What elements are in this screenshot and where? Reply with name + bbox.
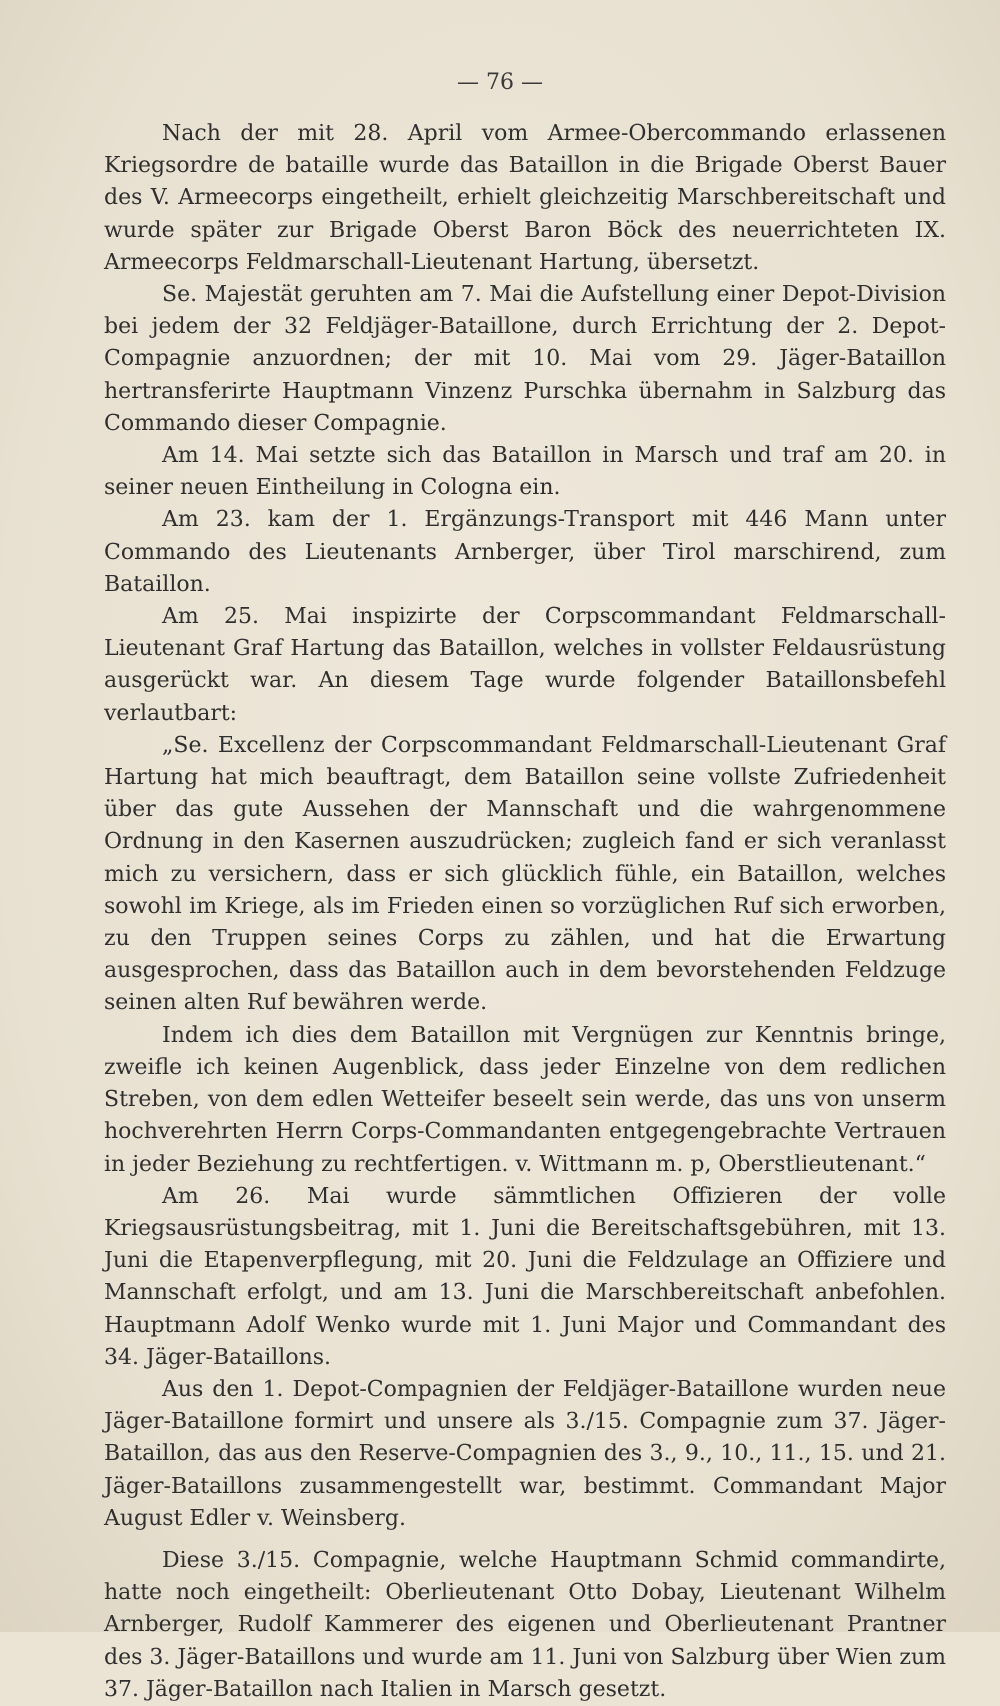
paragraph: Am 25. Mai inspizirte der Corpscommandant Feldmarschall-Lieutenant Graf Hartung das Bataillon, welches in vollster Feldausrüstung ausgerückt war. An diesem Tage wurde folgender Bataillonsbefehl verlautbart: bbox=[104, 604, 946, 726]
quoted-order-paragraph: „Se. Excellenz der Corpscommandant Feldmarschall-Lieutenant Graf Hartung hat mich beauftragt, dem Bataillon seine vollste Zufriedenheit über das gute Aussehen der Mannschaft und die wahrgenommene Ordnung in den Kasernen auszudrücken; zugleich fand er sich veranlasst mich zu versichern, dass er sich glücklich fühle, ein Bataillon, welches sowohl im Kriege, als im Frieden einen so vorzüglichen Ruf sich erworben, zu den Truppen seines Corps zu zählen, und hat die Erwartung ausgesprochen, dass das Bataillon auch in dem bevorstehenden Feldzuge seinen alten Ruf bewähren werde. bbox=[104, 732, 946, 1016]
page-number: — 76 — bbox=[457, 70, 543, 95]
paragraph: Se. Majestät geruhten am 7. Mai die Aufstellung einer Depot-Division bei jedem der 32 Feldjäger-Bataillone, durch Errichtung der 2. Depot-Compagnie anzuordnen; der mit 10. Mai vom 29. Jäger-Bataillon hertransferirte Hauptmann Vinzenz Purschka übernahm in Salzburg das Commando dieser Compagnie. bbox=[104, 282, 946, 436]
document-body bbox=[104, 118, 946, 1706]
quoted-order-paragraph: Indem ich dies dem Bataillon mit Vergnügen zur Kenntnis bringe, zweifle ich keinen Augenblick, dass jeder Einzelne von dem redlichen Streben, von dem edlen Wetteifer beseelt sein werde, das uns von unserm hochverehrten Herrn Corps-Commandanten entgegengebrachte Vertrauen in jeder Beziehung zu rechtfertigen. v. Wittmann m. p, Oberstlieutenant.“ bbox=[104, 1022, 946, 1177]
paragraph: Aus den 1. Depot-Compagnien der Feldjäger-Bataillone wurden neue Jäger-Bataillone formirt und unsere als 3./15. Compagnie zum 37. Jäger-Bataillon, das aus den Reserve-Compagnien des 3., 9., 10., 11., 15. und 21. Jäger-Bataillons zusammengestellt war, bestimmt. Commandant Major August Edler v. Weinsberg. bbox=[104, 1376, 946, 1531]
paragraph: Am 26. Mai wurde sämmtlichen Offizieren der volle Kriegsausrüstungsbeitrag, mit 1. Juni die Bereitschaftsgebühren, mit 13. Juni die Etapenverpflegung, mit 20. Juni die Feldzulage an Offiziere und Mannschaft erfolgt, und am 13. Juni die Marschbereitschaft anbefohlen. Hauptmann Adolf Wenko wurde mit 1. Juni Major und Commandant des 34. Jäger-Bataillons. bbox=[104, 1183, 946, 1370]
paragraph: Am 14. Mai setzte sich das Bataillon in Marsch und traf am 20. in seiner neuen Eintheilung in Cologna ein. bbox=[104, 443, 946, 501]
paragraph: Nach der mit 28. April vom Armee-Obercommando erlassenen Kriegsordre de bataille wurde das Bataillon in die Brigade Oberst Bauer des V. Armeecorps eingetheilt, erhielt gleichzeitig Marschbereitschaft und wurde später zur Brigade Oberst Baron Böck des neuerrichteten IX. Armeecorps Feldmarschall-Lieutenant Hartung, übersetzt. bbox=[104, 121, 946, 275]
paragraph: Am 23. kam der 1. Ergänzungs-Transport mit 446 Mann unter Commando des Lieutenants Arnberger, über Tirol marschirend, zum Bataillon. bbox=[104, 507, 946, 597]
paragraph: Diese 3./15. Compagnie, welche Hauptmann Schmid commandirte, hatte noch eingetheilt: Oberlieutenant Otto Dobay, Lieutenant Wilhelm Arnberger, Rudolf Kammerer des eigenen und Oberlieutenant Prantner des 3. Jäger-Bataillons und wurde am 11. Juni von Salzburg über Wien zum 37. Jäger-Bataillon nach Italien in Marsch gesetzt. bbox=[104, 1547, 946, 1702]
